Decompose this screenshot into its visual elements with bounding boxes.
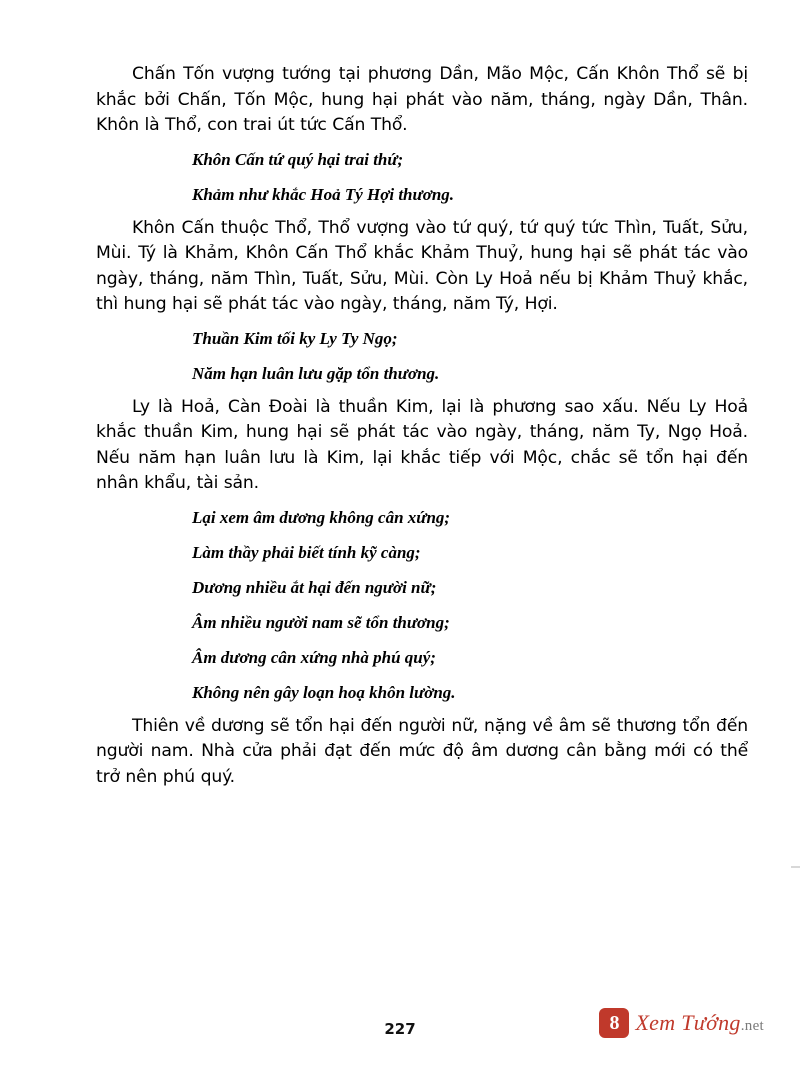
verse-line: Âm dương cân xứng nhà phú quý;: [192, 647, 436, 667]
watermark-domain: .net: [740, 1018, 764, 1034]
verse-line: Không nên gây loạn hoạ khôn lường.: [192, 682, 456, 702]
watermark-site-name: Xem Tướng: [635, 1010, 741, 1035]
page-number: 227: [384, 1020, 416, 1038]
watermark: [599, 1008, 764, 1038]
page-body: [96, 62, 748, 792]
watermark-badge-icon: 8: [599, 1008, 629, 1038]
page-edge-mark: [791, 866, 800, 868]
verse-line: Lại xem âm dương không cân xứng;: [192, 507, 451, 527]
verse-line: Khôn Cấn tứ quý hại trai thứ;: [192, 149, 404, 169]
verse-line: Năm hạn luân lưu gặp tổn thương.: [192, 363, 440, 383]
watermark-text: [635, 1010, 764, 1036]
paragraph: Ly là Hoả, Càn Đoài là thuần Kim, lại là phương sao xấu. Nếu Ly Hoả khắc thuần Kim, hung hại sẽ phát tác vào ngày, tháng, năm Ty, Ngọ Hoả. Nếu năm hạn luân lưu là Kim, lại khắc tiếp với Mộc, chắc sẽ tổn hại đến nhân khẩu, tài sản.: [96, 396, 748, 493]
verse-block: [96, 506, 748, 705]
paragraph: Thiên về dương sẽ tổn hại đến người nữ, nặng về âm sẽ thương tổn đến người nam. Nhà cửa phải đạt đến mức độ âm dương cân bằng mới có thể trở nên phú quý.: [96, 715, 748, 787]
verse-line: Thuần Kim tối ky Ly Ty Ngọ;: [192, 328, 398, 348]
verse-block: [96, 327, 748, 386]
verse-line: Làm thầy phải biết tính kỹ càng;: [192, 542, 421, 562]
paragraph: Khôn Cấn thuộc Thổ, Thổ vượng vào tứ quý, tứ quý tức Thìn, Tuất, Sửu, Mùi. Tý là Khảm, Khôn Cấn Thổ khắc Khảm Thuỷ, hung hại sẽ phát tác vào ngày, tháng, năm Thìn, Tuất, Sửu, Mùi. Còn Ly Hoả nếu bị Khảm Thuỷ khắc, thì hung hại sẽ phát tác vào ngày, tháng, năm Tý, Hợi.: [96, 217, 748, 314]
verse-line: Khảm như khắc Hoả Tý Hợi thương.: [192, 184, 455, 204]
verse-line: Dương nhiều ắt hại đến người nữ;: [192, 577, 437, 597]
verse-line: Âm nhiều người nam sẽ tổn thương;: [192, 612, 450, 632]
verse-block: [96, 148, 748, 207]
paragraph: Chấn Tốn vượng tướng tại phương Dần, Mão Mộc, Cấn Khôn Thổ sẽ bị khắc bởi Chấn, Tốn Mộc, hung hại phát vào năm, tháng, ngày Dần, Thân. Khôn là Thổ, con trai út tức Cấn Thổ.: [96, 64, 748, 135]
